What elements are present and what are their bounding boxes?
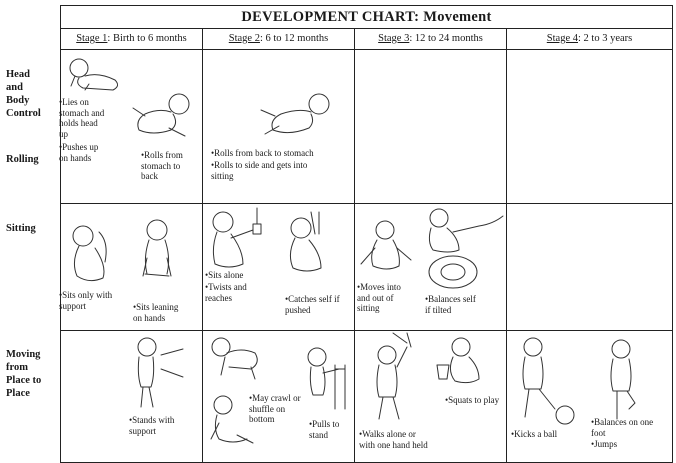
baby-standing-supported-illustration	[125, 335, 185, 411]
stage-1-range: : Birth to 6 months	[107, 33, 187, 44]
baby-catching-self-illustration	[283, 212, 333, 278]
baby-sitting-reaching-illustration	[207, 208, 267, 274]
development-chart-table	[60, 5, 673, 463]
row-label-moving: Moving from Place to Place	[6, 349, 42, 399]
baby-crawling-illustration	[207, 333, 267, 383]
cell-r1-stage1	[61, 50, 203, 204]
baby-lying-head-up-illustration	[65, 54, 125, 94]
caption-catches-self-if-pushed: •Catches self if pushed	[285, 294, 340, 315]
caption-walks-alone-or-hand-held: •Walks alone or with one hand held	[359, 429, 428, 450]
cell-r2-stage1	[61, 204, 203, 331]
stage-3-label: Stage 3	[378, 33, 410, 44]
baby-pulling-to-stand-illustration	[301, 345, 351, 415]
cell-r2-stage2	[203, 204, 355, 331]
cell-r3-stage1	[61, 331, 203, 463]
row-label-sitting: Sitting	[6, 223, 36, 234]
row-label-head-body-control: Head and Body Control	[6, 69, 41, 119]
baby-rolling-illustration	[129, 90, 199, 140]
cell-r3-stage3	[355, 331, 507, 463]
caption-rolls-to-side-sitting: •Rolls to side and gets into sitting	[211, 160, 308, 181]
cell-r1-stage3	[355, 50, 507, 204]
child-squatting-illustration	[435, 335, 495, 391]
stage-4-range: : 2 to 3 years	[577, 33, 633, 44]
stage-2-label: Stage 2	[228, 33, 260, 44]
cell-r2-stage4	[507, 204, 673, 331]
caption-sits-leaning-on-hands: •Sits leaning on hands	[133, 302, 179, 323]
caption-rolls-stomach-to-back: •Rolls from stomach to back	[141, 150, 183, 181]
baby-sitting-supported-illustration	[65, 222, 111, 288]
caption-moves-into-out-of-sitting: •Moves into and out of sitting	[357, 282, 401, 313]
cell-r1-stage4	[507, 50, 673, 204]
row-label-rolling: Rolling	[6, 154, 39, 165]
cell-r3-stage2	[203, 331, 355, 463]
child-walking-hand-held-illustration	[363, 333, 423, 423]
cell-r3-stage4	[507, 331, 673, 463]
stage-2-range: : 6 to 12 months	[259, 33, 329, 44]
caption-balances-self-if-tilted: •Balances self if tilted	[425, 294, 476, 315]
chart-title: DEVELOPMENT CHART: Movement	[61, 6, 673, 29]
stage-3-range: : 12 to 24 months	[409, 33, 483, 44]
stage-header-4	[507, 29, 673, 50]
child-balancing-on-log-illustration	[423, 206, 503, 290]
caption-jumps: •Jumps	[591, 439, 618, 449]
child-kicking-ball-illustration	[513, 335, 579, 425]
caption-may-crawl-or-shuffle: •May crawl or shuffle on bottom	[249, 393, 301, 424]
child-moving-into-sitting-illustration	[359, 220, 413, 276]
caption-sits-alone: •Sits alone	[205, 270, 244, 280]
cell-r2-stage3	[355, 204, 507, 331]
caption-squats-to-play: •Squats to play	[445, 395, 500, 405]
stage-4-label: Stage 4	[546, 33, 578, 44]
cell-r1-stage2	[203, 50, 355, 204]
baby-sitting-leaning-illustration	[137, 218, 177, 284]
stage-1-label: Stage 1	[76, 33, 108, 44]
stage-header-3	[355, 29, 507, 50]
caption-twists-and-reaches: •Twists and reaches	[205, 282, 247, 303]
caption-sits-only-with-support: •Sits only with support	[59, 290, 113, 311]
caption-pushes-up-on-hands: •Pushes up on hands	[59, 142, 99, 163]
caption-rolls-back-to-stomach: •Rolls from back to stomach	[211, 148, 314, 158]
caption-lies-on-stomach: •Lies on stomach and holds head up	[59, 97, 105, 139]
caption-stands-with-support: •Stands with support	[129, 415, 175, 436]
caption-pulls-to-stand: •Pulls to stand	[309, 419, 340, 440]
caption-balances-on-one-foot: •Balances on one foot	[591, 417, 654, 438]
caption-kicks-a-ball: •Kicks a ball	[511, 429, 558, 439]
stage-header-1	[61, 29, 203, 50]
stage-header-2	[203, 29, 355, 50]
baby-roll-to-sitting-illustration	[255, 90, 335, 140]
child-balancing-one-foot-illustration	[601, 337, 641, 421]
